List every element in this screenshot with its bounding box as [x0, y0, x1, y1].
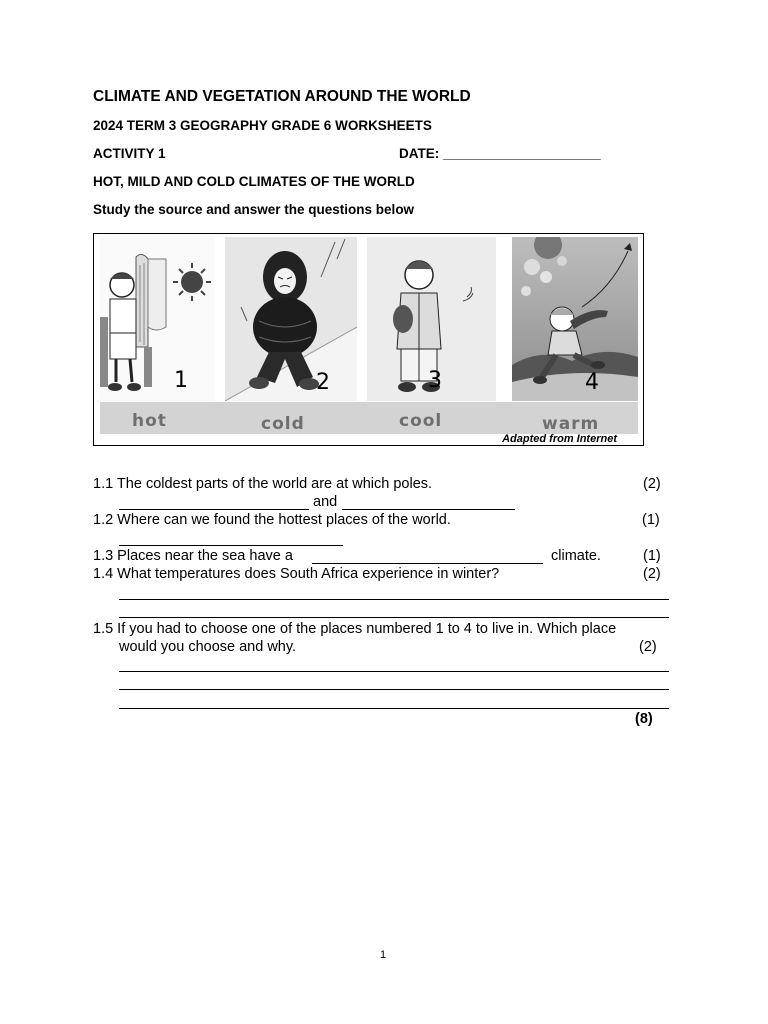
- answer-line-1-5b[interactable]: [119, 689, 669, 690]
- warm-child-illustration: [512, 237, 638, 401]
- marks-1-5: (2): [639, 639, 657, 655]
- answer-line-1-4a[interactable]: [119, 599, 669, 600]
- question-1-1: 1.1 The coldest parts of the world are at which poles.: [93, 476, 433, 492]
- answer-line-1-1a[interactable]: [119, 509, 309, 510]
- activity-label: ACTIVITY 1: [93, 146, 166, 161]
- word-hot: hot: [132, 411, 167, 431]
- marks-1-4: (2): [643, 566, 661, 582]
- answer-line-1-1b[interactable]: [342, 509, 515, 510]
- panel-number-3: 3: [428, 368, 442, 393]
- worksheet-subtitle: 2024 TERM 3 GEOGRAPHY GRADE 6 WORKSHEETS: [93, 118, 432, 133]
- source-credit: Adapted from Internet: [502, 433, 617, 445]
- word-cool: cool: [399, 411, 443, 431]
- question-1-3-prefix: 1.3 Places near the sea have a: [93, 548, 293, 564]
- answer-line-1-4b[interactable]: [119, 617, 669, 618]
- question-1-5-line2: would you choose and why.: [119, 639, 297, 655]
- answer-line-1-5c[interactable]: [119, 708, 669, 709]
- source-image-box: [93, 233, 644, 446]
- cold-child-illustration: [225, 237, 357, 401]
- word-cold: cold: [261, 414, 305, 434]
- and-word: and: [313, 494, 338, 510]
- marks-1-2: (1): [642, 512, 660, 528]
- marks-1-3: (1): [643, 548, 661, 564]
- question-1-5-line1: 1.5 If you had to choose one of the places numbered 1 to 4 to live in. Which place: [93, 621, 617, 637]
- hot-child-illustration: [100, 237, 214, 401]
- answer-line-1-5a[interactable]: [119, 671, 669, 672]
- answer-line-1-2[interactable]: [119, 545, 343, 546]
- question-1-2: 1.2 Where can we found the hottest places of the world.: [93, 512, 451, 528]
- page-number: 1: [380, 949, 387, 961]
- answer-line-1-3[interactable]: [312, 563, 543, 564]
- section-title: HOT, MILD AND COLD CLIMATES OF THE WORLD: [93, 174, 415, 189]
- panel-number-4: 4: [585, 370, 599, 395]
- worksheet-title: CLIMATE AND VEGETATION AROUND THE WORLD: [93, 88, 471, 105]
- total-marks: (8): [635, 711, 653, 727]
- panel-number-1: 1: [174, 368, 188, 393]
- date-label: DATE: _____________________: [399, 146, 601, 161]
- word-warm: warm: [542, 414, 600, 434]
- marks-1-1: (2): [643, 476, 661, 492]
- question-1-3-suffix: climate.: [551, 548, 601, 564]
- instruction: Study the source and answer the questions below: [93, 202, 415, 217]
- panel-number-2: 2: [316, 370, 330, 395]
- question-1-4: 1.4 What temperatures does South Africa experience in winter?: [93, 566, 500, 582]
